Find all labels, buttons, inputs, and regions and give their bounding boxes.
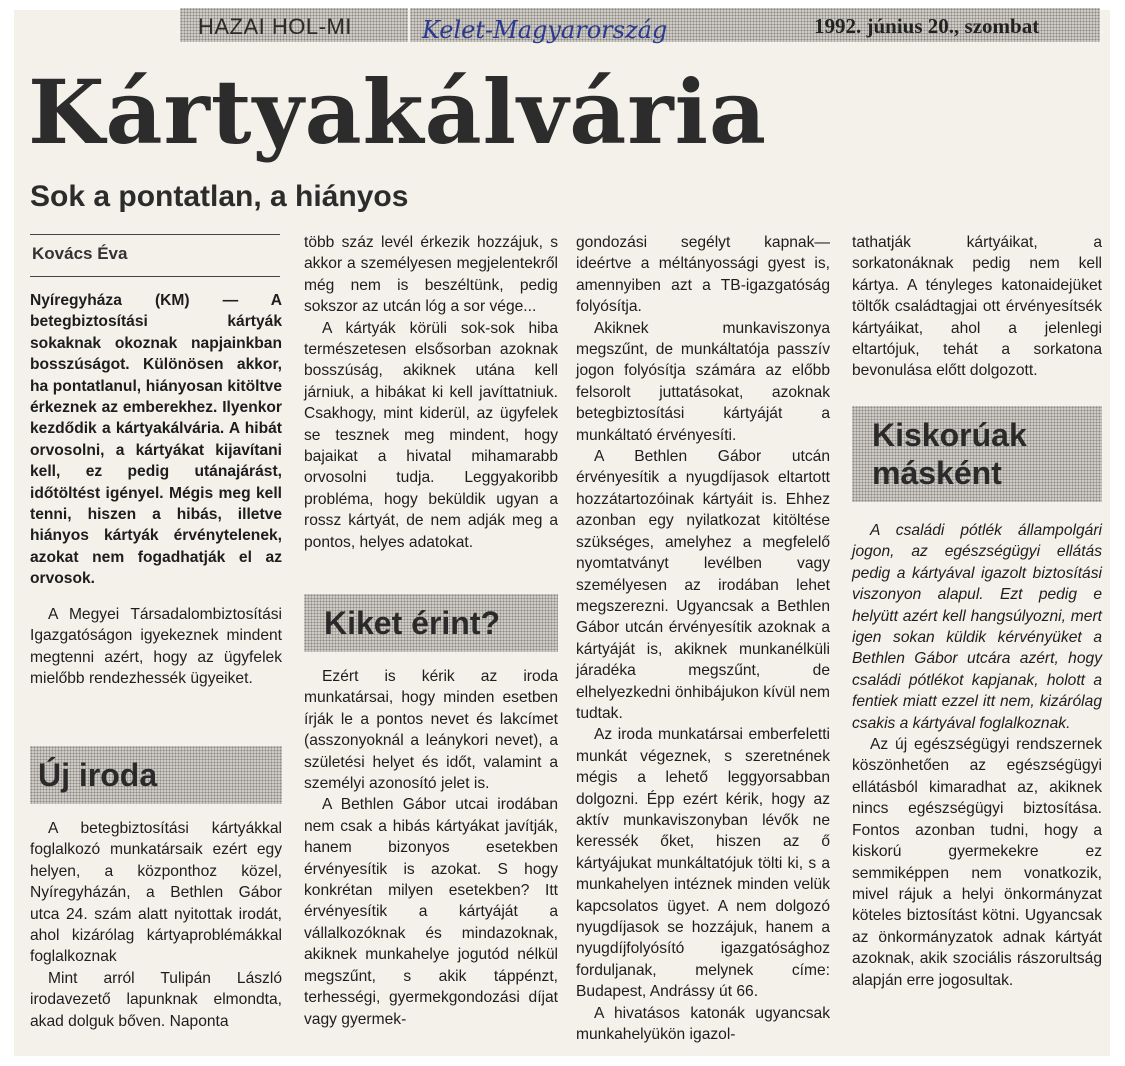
- subhead-kiket-erint: Kiket érint?: [324, 605, 501, 641]
- paragraph: A Bethlen Gábor utcai irodában nem csak a hibás kártyákat javítják, hanem bizonyos esetekben érvényesítik is azokat. S hogy konkrétan milyen esetekben? Itt érvényesítik a kártyáját a vállalkozóknak és mindazoknak, akiknek munkahelye jogutód nélkül megszűnt, s akik táppénzt, terhességi, gyermekgondozási díjat vagy gyermek-: [304, 796, 558, 1028]
- column-4-bottom: [852, 520, 1102, 991]
- paragraph: Mint arról Tulipán László irodavezető lapunknak elmondta, akad dolguk bőven. Naponta: [30, 969, 282, 1030]
- column-1-bottom: [30, 818, 282, 1032]
- article-title: Kártyakálvária: [28, 60, 768, 164]
- paragraph: Az iroda munkatársai emberfeletti munkát végeznek, s szeretnének mégis a lehető leggyorsabban dolgozni. Épp ezért kérik, hogy az aktív munkaviszonyban lévők ne keressék őket, hiszen az ő kártyájukat munkáltatójuk tölti ki, s a munkahelyen intéznek minden velük kapcsolatos ügyet. A nem dolgozó nyugdíjasok se hozzájuk, hanem a nyugdíjfolyósító igazgatósághoz forduljanak, melynek címe: Budapest, Andrássy út 66.: [576, 726, 830, 1001]
- column-3: [576, 232, 830, 1045]
- article-subtitle: Sok a pontatlan, a hiányos: [30, 180, 409, 213]
- paragraph: A kártyák körüli sok-sok hiba természetesen elsősorban azoknak bosszúság, akiknek utána kell járniuk, a hibákat ki kell javíttatniuk. Csakhogy, mint kiderül, az ügyfelek se tesznek meg mindent, hogy bajaikat a hivatal mihamarabb orvosolni tudja. Leggyakoribb probléma, hogy beküldik ugyan a rossz kártyát, de nem adják meg a pontos, helyes adatokat.: [304, 319, 558, 551]
- handwritten-source-signature: [418, 14, 802, 44]
- paragraph: Ezért is kérik az iroda munkatársai, hogy minden esetben írják le a pontos nevet és lakcímet (asszonyoknál a leánykori nevet), a születési helyet és időt, valamint a személyi azonosító jelet is.: [304, 668, 558, 793]
- paragraph: Akiknek munkaviszonya megszűnt, de munkáltatója passzív jogon folyósítja számára az előbb felsorolt juttatásokat, azoknak betegbiztosítási kártyáját a munkáltató érvényesíti.: [576, 319, 830, 444]
- lead-paragraph: Nyíregyháza (KM) — A betegbiztosítási kártyák sokaknak okoznak napjainkban bosszúságot. Különösen akkor, ha pontatlanul, hiányosan kitöltve érkeznek az emberekhez. Ilyenkor kezdődik a kártyakálvária. A hibát orvosolni, a kártyákat kijavítani kell, ez pedig utánajárást, időtöltést igényel. Mégis meg kell tenni, hiszen a hibás, illetve hiányos kártyák érvénytelenek, azokat nem fogadhatják el az orvosok.: [30, 292, 282, 588]
- subhead-kiskoruak-maskent: Kiskorúak másként: [872, 417, 1027, 491]
- paragraph: A Megyei Társadalombiztosítási Igazgatóságon igyekeznek mindent megtenni azért, hogy az ügyfelek mielőbb rendezhessék ügyeiket.: [30, 605, 282, 687]
- column-2-top: [304, 232, 558, 553]
- paragraph: A hivatásos katonák ugyancsak munkahelyükön igazol-: [576, 1004, 830, 1044]
- column-1-top: [30, 290, 282, 689]
- publication-date: 1992. június 20., szombat: [814, 14, 1040, 38]
- paragraph: Az új egészségügyi rendszernek köszönhetően az egészségügyi ellátásból kimaradhat az, akiknek nincs egészségügyi biztosítása. Fontos azonban tudni, hogy a kiskorú gyermekekre ez semmiképpen nem vonatkozik, mivel rájuk a helyi önkormányzat köteles biztosítást kötni. Ugyancsak az önkormányzatok adnak kártyát azoknak, akik szociális rászorultság alapján erre jogosultak.: [852, 736, 1102, 989]
- paragraph: A betegbiztosítási kártyákkal foglalkozó munkatársaik ezért egy helyen, a központhoz közel, Nyíregyházán, a Bethlen Gábor utca 24. szám alatt nyitottak irodát, ahol kizárólag kártyaproblémákkal foglalkoznak: [30, 820, 282, 966]
- paragraph: tathatják kártyáikat, a sorkatonáknak pedig nem kell kártya. A tényleges katonaidejüket töltők családtagjai ott érvényesítsék kártyáikat, ahol a jelenlegi eltartójuk, tehát a sorkatona bevonulása előtt dolgozott.: [852, 234, 1102, 380]
- subhead-uj-iroda: Új iroda: [38, 757, 158, 793]
- byline: Kovács Éva: [32, 244, 128, 263]
- paragraph: gondozási segélyt kapnak— ideértve a méltányossági gyest is, amennyiben azt a TB-igazgatóság folyósítja.: [576, 234, 830, 316]
- paragraph: A családi pótlék állampolgári jogon, az egészségügyi ellátás pedig a kártyával igazolt biztosítási viszonyon alapul. Ezt pedig e helyütt azért kell hangsúlyozni, mert igen sokan küldik kérvényüket a Bethlen Gábor utcára azért, hogy családi pótlékot kapjanak, holott a fentiek miatt ezzel itt nem, kizárólag csakis a kártyával foglalkoznak.: [852, 522, 1102, 732]
- paragraph: több száz levél érkezik hozzájuk, s akkor a személyesen megjelentekről még nem is beszéltünk, pedig sokszor az utcán lóg a sor vége...: [304, 234, 558, 316]
- handwritten-source-text: Kelet-Magyarország: [422, 16, 668, 44]
- byline-rule-top: [30, 234, 280, 235]
- paragraph: A Bethlen Gábor utcán érvényesítik a nyugdíjasok eltartott hozzátartozóinak kártyáit is. Ehhez azonban egy nyilatkozat kitöltése szükséges, amelyhez a megfelelő nyomtatványt levélben vagy személyesen az irodában lehet megszerezni. Ugyancsak a Bethlen Gábor utcán érvényesítik azoknak a kártyáját is, akiknek munkanélküli járadéka megszűnt, de elhelyezkedni önhibájukon kívül nem tudtak.: [576, 448, 830, 722]
- byline-rule-bottom: [30, 276, 280, 277]
- section-name: HAZAI HOL-MI: [198, 14, 352, 39]
- column-4-top: [852, 232, 1102, 382]
- column-2-bottom: [304, 666, 558, 1030]
